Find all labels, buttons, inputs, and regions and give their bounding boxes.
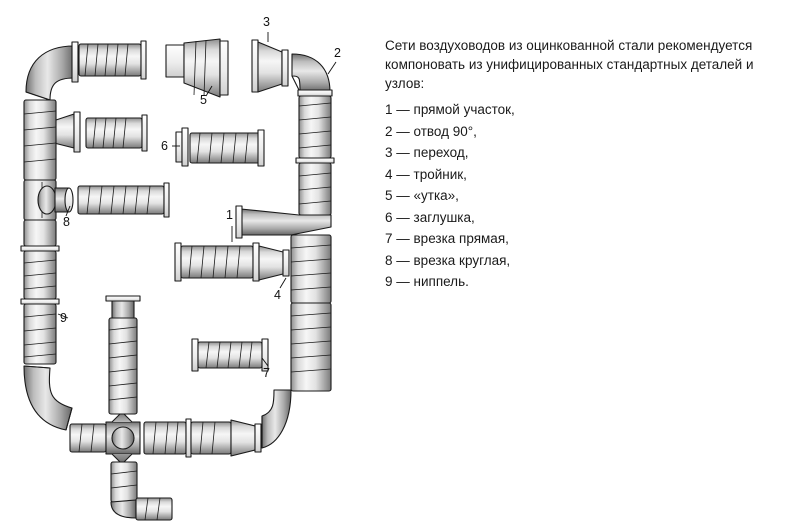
- legend-item-7: 7 — врезка прямая,: [385, 231, 509, 246]
- legend-item-8: 8 — врезка круглая,: [385, 252, 511, 268]
- duct-straight-item-1: [175, 243, 289, 281]
- duct-diagram-svg: [0, 0, 370, 525]
- callout-5: 5: [200, 93, 207, 107]
- duct-elbow-top-left: [26, 42, 78, 100]
- duct-cross-bottom: [106, 412, 140, 464]
- duct-elbow-top-right: [292, 54, 332, 96]
- legend-items-list: [385, 99, 785, 293]
- duct-straight-mid-upper: [190, 130, 264, 166]
- legend-intro-text: Сети воздуховодов из оцинкованной стали рекомендуется компоновать из унифицированных стандартных деталей и узлов:: [385, 38, 754, 91]
- duct-straight-bottom-right: [144, 419, 261, 457]
- callout-1: 1: [226, 208, 233, 222]
- legend-item-3: 3 — переход,: [385, 145, 469, 160]
- duct-vertical-right-upper: [296, 96, 334, 163]
- callout-4: 4: [274, 288, 281, 302]
- duct-straight-left-upper: [86, 115, 147, 151]
- callout-3: 3: [263, 15, 270, 29]
- duct-elbow-bottom-left: [24, 366, 72, 430]
- duct-nipple-vertical: [21, 220, 59, 364]
- duct-elbow-bottom-right: [262, 390, 291, 448]
- duct-vertical-right-lower: [291, 303, 331, 391]
- legend-item-2: 2 — отвод 90°,: [385, 123, 477, 139]
- callout-7: 7: [263, 366, 270, 380]
- legend-item-9: 9 — ниппель.: [385, 274, 469, 289]
- duct-reducer: [252, 40, 288, 92]
- callout-9: 9: [60, 311, 67, 325]
- duct-straight-mid-left: [78, 183, 169, 217]
- duct-saddle-round-tee: [24, 180, 73, 220]
- legend-item-1: 1 — прямой участок,: [385, 102, 515, 117]
- callout-2: 2: [334, 46, 341, 60]
- legend-item-5: 5 — «утка»,: [385, 188, 459, 203]
- duct-offset-utka: [166, 39, 228, 97]
- legend-panel: [385, 36, 785, 293]
- duct-diagram-figure: [0, 0, 370, 525]
- duct-vertical-left-upper: [24, 100, 56, 180]
- legend-item-6: 6 — заглушка,: [385, 209, 475, 225]
- duct-vertical-center-lower: [111, 462, 172, 520]
- duct-vertical-center: [106, 296, 140, 414]
- duct-straight-top-left: [79, 41, 146, 79]
- legend-item-4: 4 — тройник,: [385, 166, 467, 182]
- duct-straight-item-7: [192, 339, 268, 371]
- duct-straight-bottom-left: [70, 424, 106, 452]
- duct-vertical-right-middle: [299, 163, 331, 215]
- duct-cap: [176, 128, 188, 166]
- callout-8: 8: [63, 215, 70, 229]
- callout-6: 6: [161, 139, 168, 153]
